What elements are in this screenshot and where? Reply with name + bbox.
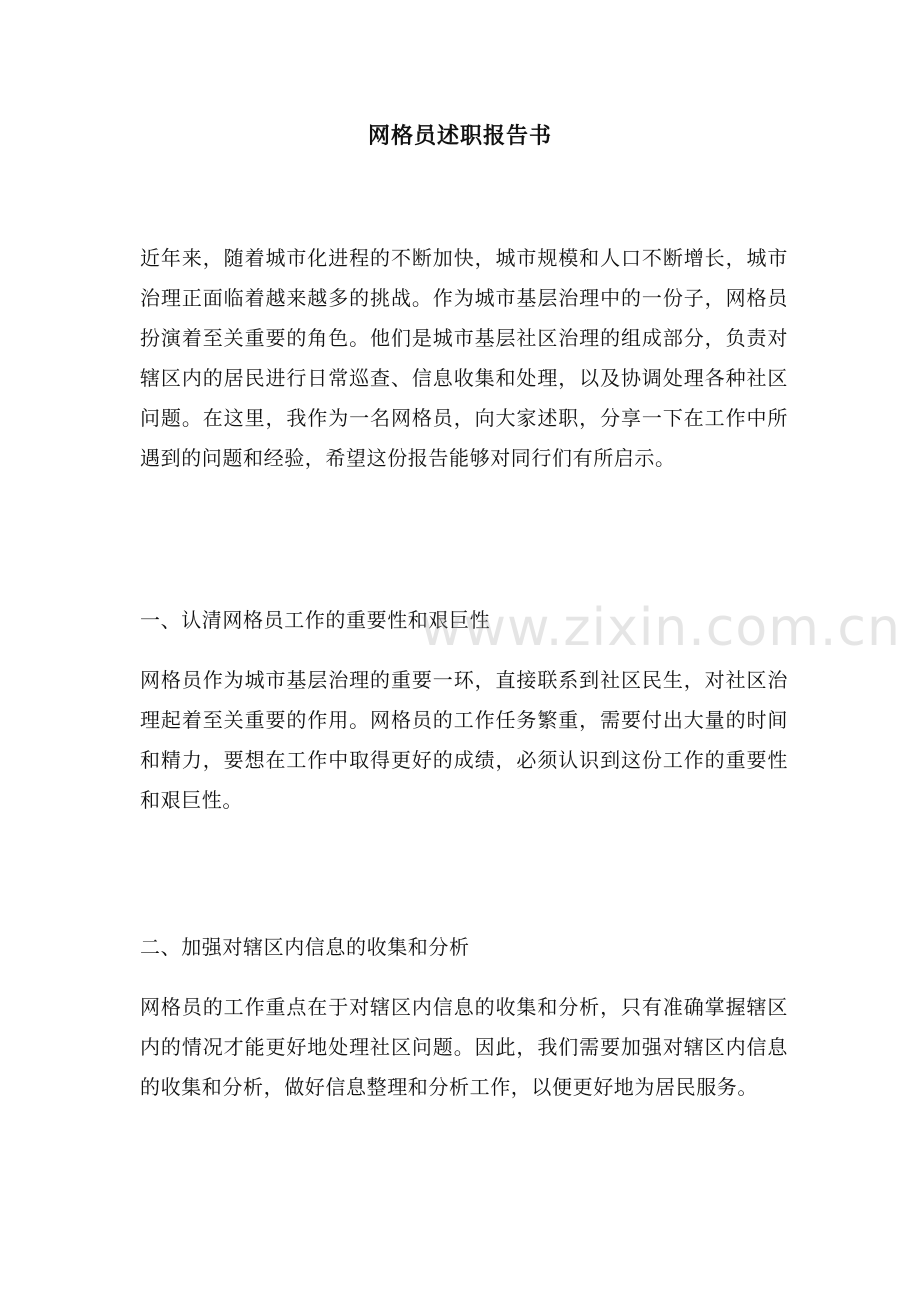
section-heading-2: 二、加强对辖区内信息的收集和分析 bbox=[140, 935, 470, 959]
section-body-1: 网格员作为城市基层治理的重要一环，直接联系到社区民生，对社区治理起着至关重要的作用。网格员的工作任务繁重，需要付出大量的时间和精力，要想在工作中取得更好的成绩，必须认识到这份工作的重要性和艰巨性。 bbox=[140, 668, 788, 812]
section-body-2: 网格员的工作重点在于对辖区内信息的收集和分析，只有准确掌握辖区内的情况才能更好地处理社区问题。因此，我们需要加强对辖区内信息的收集和分析，做好信息整理和分析工作，以便更好地为居民服务。 bbox=[140, 995, 788, 1099]
intro-paragraph: 近年来，随着城市化进程的不断加快，城市规模和人口不断增长，城市治理正面临着越来越多的挑战。作为城市基层治理中的一份子，网格员扮演着至关重要的角色。他们是城市基层社区治理的组成部分，负责对辖区内的居民进行日常巡查、信息收集和处理，以及协调处理各种社区问题。在这里，我作为一名网格员，向大家述职，分享一下在工作中所遇到的问题和经验，希望这份报告能够对同行们有所启示。 bbox=[140, 246, 788, 470]
section-heading-1: 一、认清网格员工作的重要性和艰巨性 bbox=[140, 608, 491, 632]
watermark: www.zixin.com.cn bbox=[420, 598, 901, 658]
document-title: 网格员述职报告书 bbox=[367, 123, 552, 149]
